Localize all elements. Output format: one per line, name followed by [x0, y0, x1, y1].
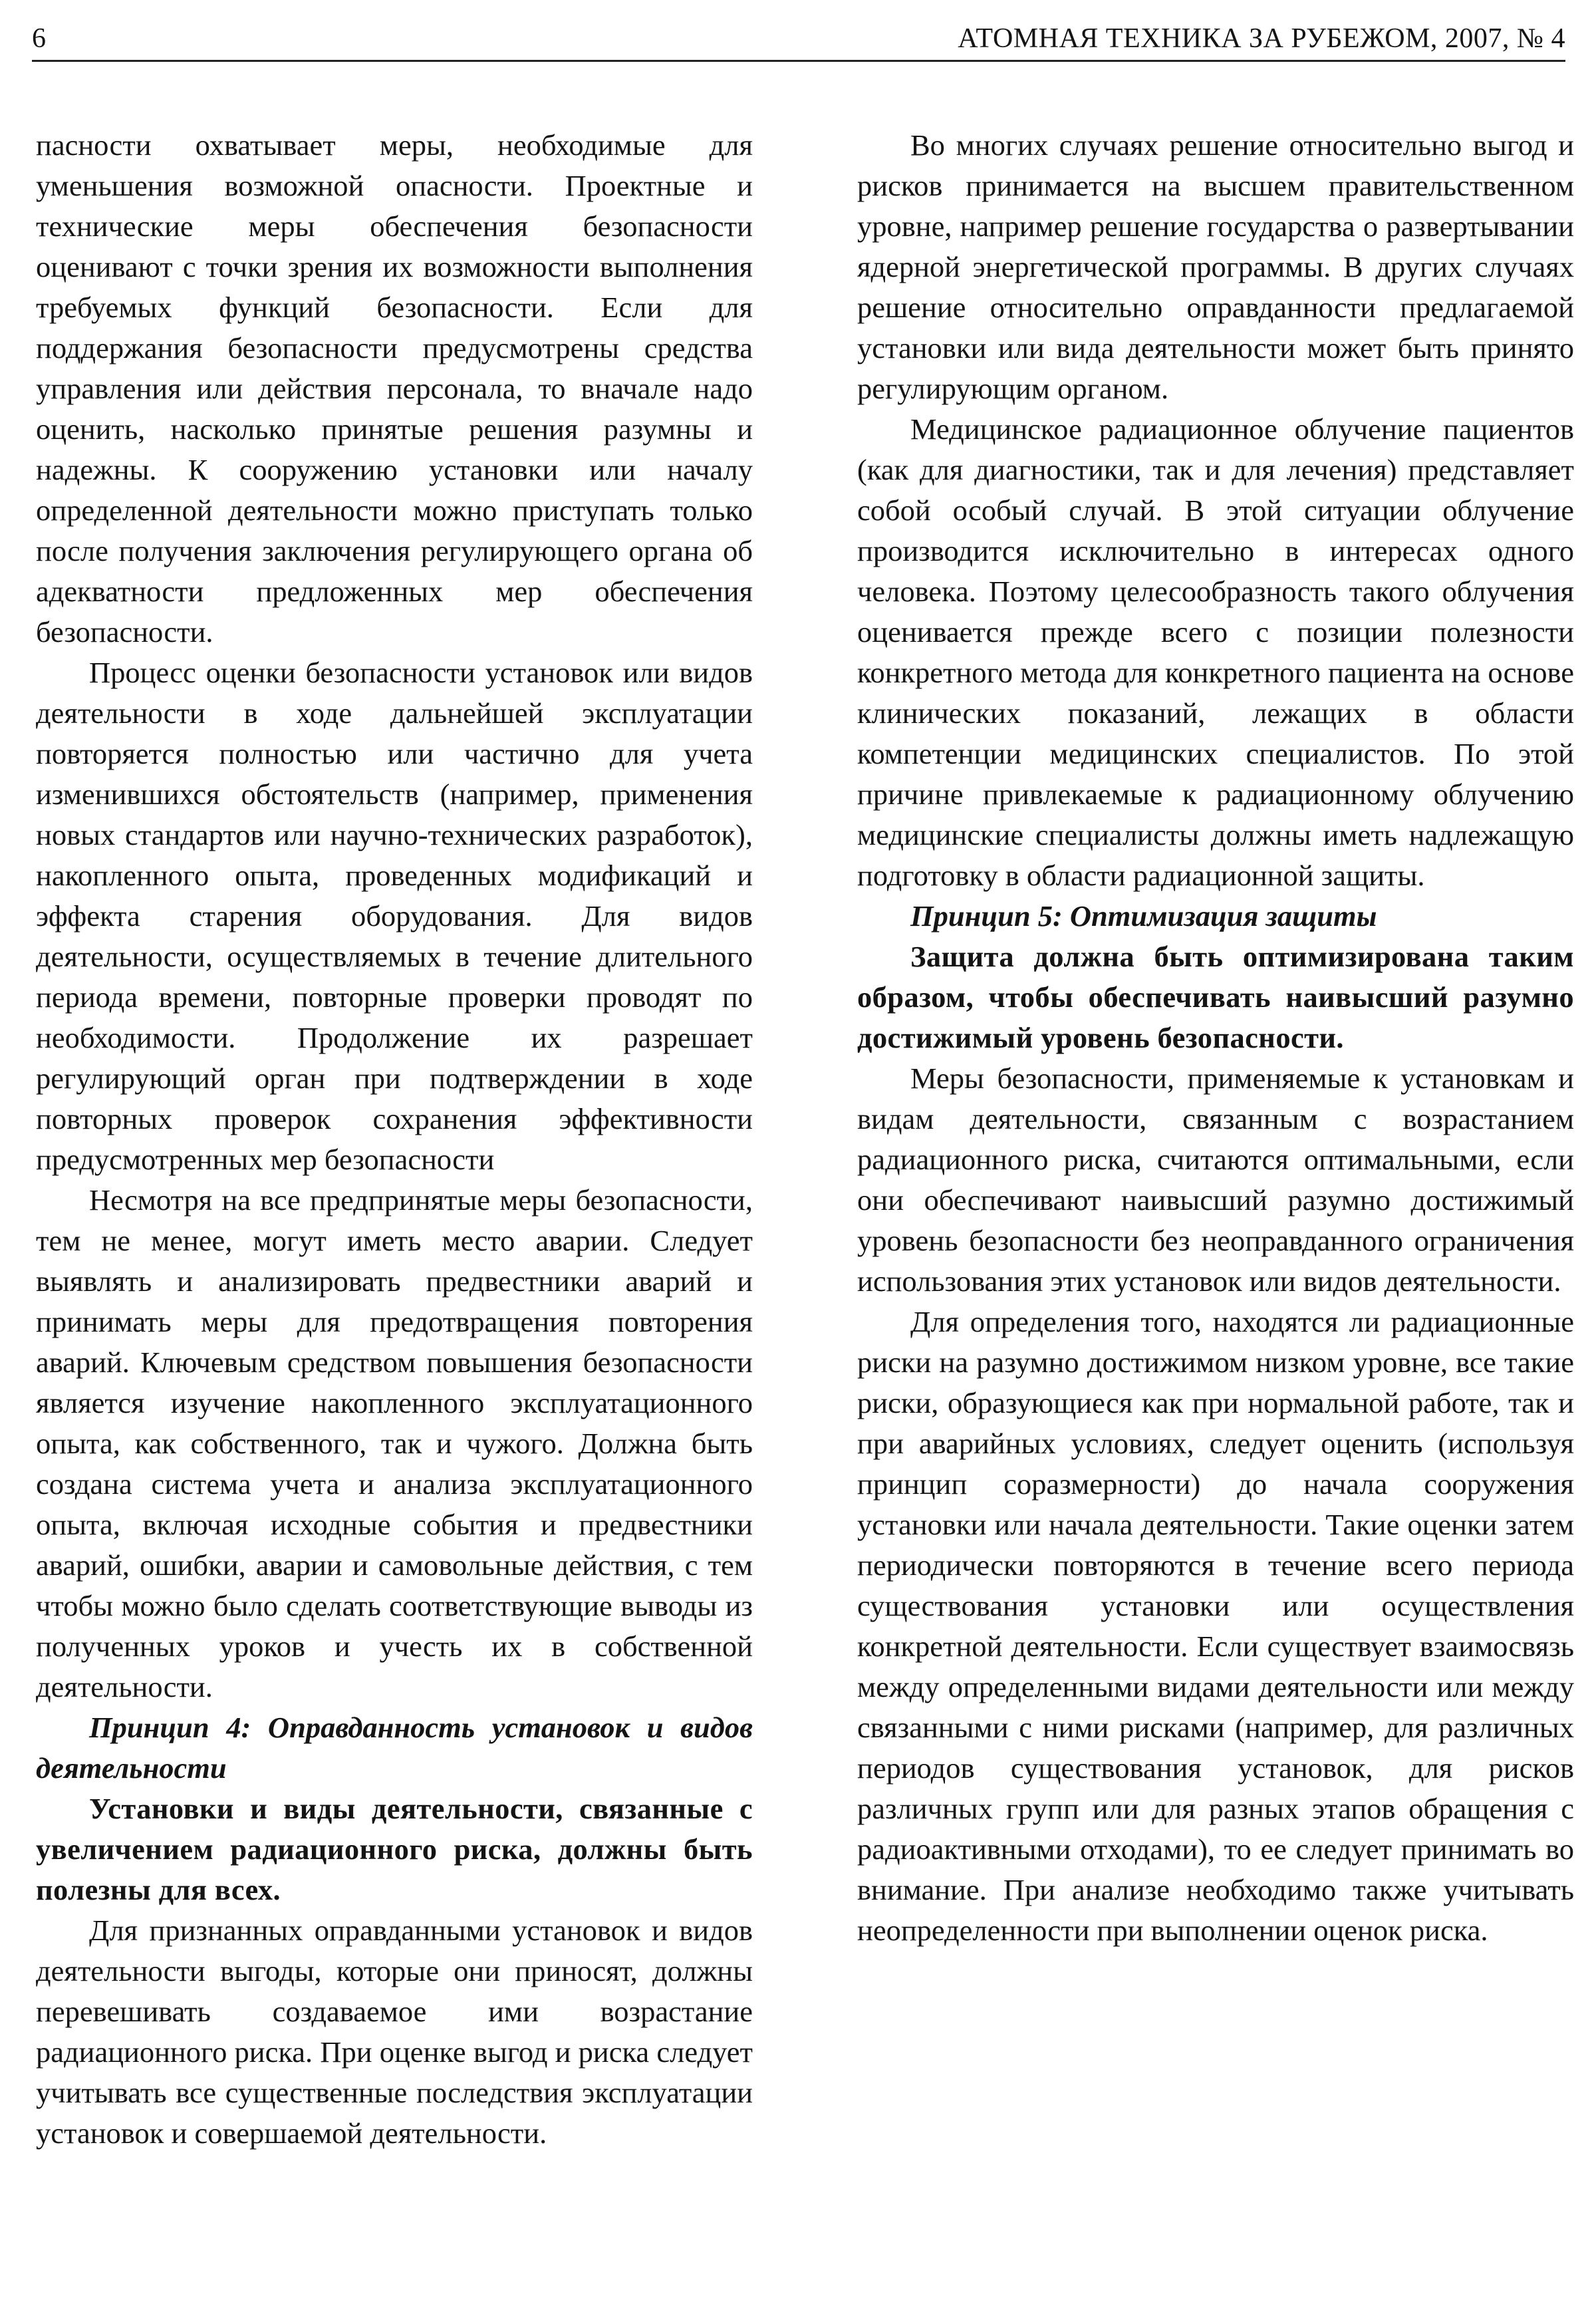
principle-4-heading: Принцип 4: Оправданность установок и видов деятельности — [36, 1711, 753, 1785]
paragraph: пасности охватывает меры, необходимые для уменьшения возможной опасности. Проектные и технические меры обеспечения безопасности оценивают с точки зрения их возможности выполнения требуемых функций безопасности. Если для поддержания безопасности предусмотрены средства управления или действия персонала, то вначале надо оценить, насколько принятые решения разумны и надежны. К сооружению установки или началу определенной деятельности можно приступать только после получения заключения регулирующего органа об адекватности предложенных мер обеспечения безопасности. — [36, 128, 753, 649]
paragraph: Меры безопасности, применяемые к установкам и видам деятельности, связанным с возрастанием радиационного риска, считаются оптимальными, если они обеспечивают наивысший разумно достижимый уровень безопасности без неоправданного ограничения использования этих установок или видов деятельности. — [857, 1062, 1574, 1298]
paragraph: Во многих случаях решение относительно выгод и рисков принимается на высшем правительственном уровне, например решение государства о развертывании ядерной энергетической программы. В других случаях решение относительно оправданности предлагаемой установки или вида деятельности может быть принято регулирующим органом. — [857, 128, 1574, 405]
principle-5-heading: Принцип 5: Оптимизация защиты — [910, 899, 1377, 933]
right-column — [857, 125, 1574, 1951]
paragraph: Несмотря на все предпринятые меры безопасности, тем не менее, могут иметь место аварии. Следует выявлять и анализировать предвестники аварий и принимать меры для предотвращения повторения аварий. Ключевым средством повышения безопасности является изучение накопленного эксплуатационного опыта, как собственного, так и чужого. Должна быть создана система учета и анализа эксплуатационного опыта, включая исходные события и предвестники аварий, ошибки, аварии и самовольные действия, с тем чтобы можно было сделать соответствующие выводы из полученных уроков и учесть их в собственной деятельности. — [36, 1183, 753, 1703]
principle-5-statement: Защита должна быть оптимизирована таким образом, чтобы обеспечивать наивысший разумно достижимый уровень безопасности. — [857, 940, 1574, 1054]
paragraph: Для определения того, находятся ли радиационные риски на разумно достижимом низком уровне, все такие риски, образующиеся как при нормальной работе, так и при аварийных условиях, следует оценить (используя принцип соразмерности) до начала сооружения установки или начала деятельности. Такие оценки затем периодически повторяются в течение всего периода существования установки или осуществления конкретной деятельности. Если существует взаимосвязь между определенными видами деятельности или между связанными с ними рисками (например, для различных периодов существования установок, для рисков различных групп или для разных этапов обращения с радиоактивными отходами), то ее следует принимать во внимание. При анализе необходимо также учитывать неопределенности при выполнении оценок риска. — [857, 1305, 1574, 1947]
page-number: 6 — [32, 23, 46, 54]
paragraph: Для признанных оправданными установок и видов деятельности выгоды, которые они приносят, должны перевешивать создаваемое ими возрастание радиационного риска. При оценке выгод и риска следует учитывать все существенные последствия эксплуатации установок и совершаемой деятельности. — [36, 1914, 753, 2150]
paragraph: Процесс оценки безопасности установок или видов деятельности в ходе дальнейшей эксплуатации повторяется полностью или частично для учета изменившихся обстоятельств (например, применения новых стандартов или научно-технических разработок), накопленного опыта, проведенных модификаций и эффекта старения оборудования. Для видов деятельности, осуществляемых в течение длительного периода времени, повторные проверки проводят по необходимости. Продолжение их разрешает регулирующий орган при подтверждении в ходе повторных проверок сохранения эффективности предусмотренных мер безопасности — [36, 656, 753, 1176]
paragraph: Медицинское радиационное облучение пациентов (как для диагностики, так и для лечения) представляет собой особый случай. В этой ситуации облучение производится исключительно в интересах одного человека. Поэтому целесообразность такого облучения оценивается прежде всего с позиции полезности конкретного метода для конкретного пациента на основе клинических показаний, лежащих в области компетенции медицинских специалистов. По этой причине привлекаемые к радиационному облучению медицинские специалисты должны иметь надлежащую подготовку в области радиационной защиты. — [857, 412, 1574, 892]
principle-4-statement: Установки и виды деятельности, связанные с увеличением радиационного риска, должны быть полезны для всех. — [36, 1792, 753, 1906]
left-column — [36, 125, 753, 2154]
running-title: АТОМНАЯ ТЕХНИКА ЗА РУБЕЖОМ, 2007, № 4 — [958, 23, 1565, 54]
page-header — [32, 19, 1565, 62]
